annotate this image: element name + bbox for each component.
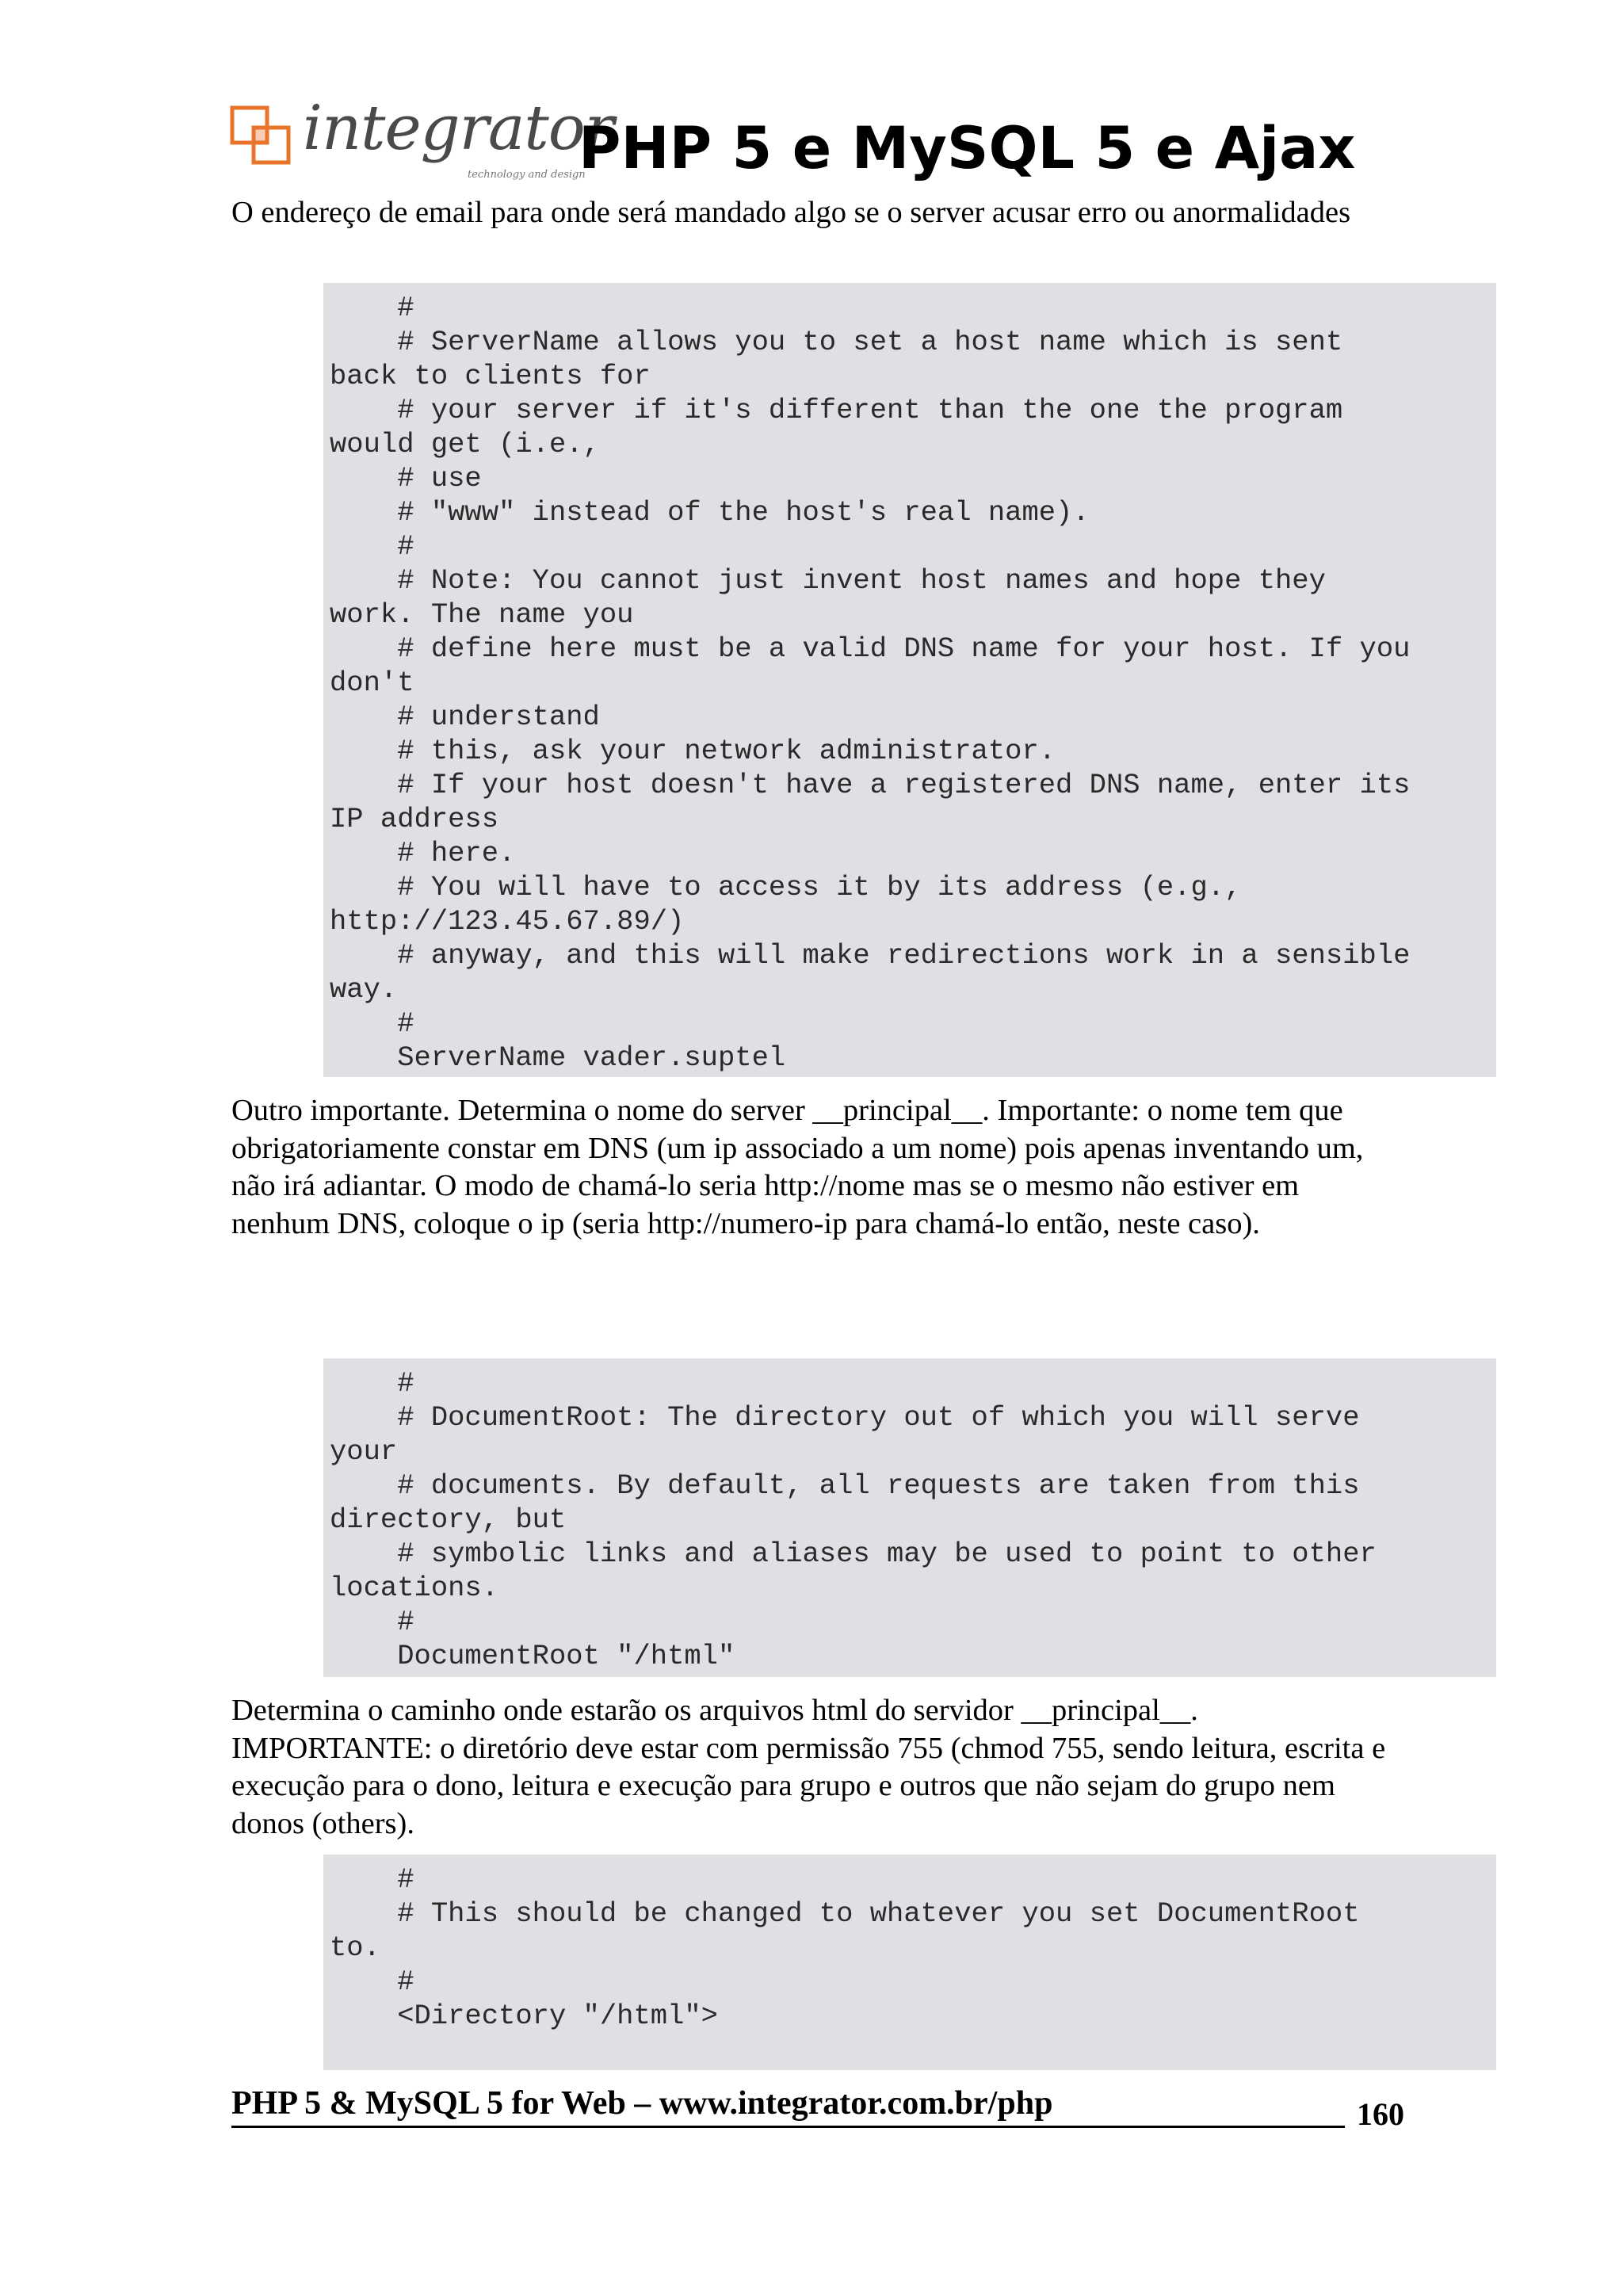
servername-explanation: [231, 1092, 1396, 1243]
integrator-logo: [230, 93, 613, 181]
page-number: 160: [1357, 2096, 1404, 2132]
logo-tagline: technology and design: [468, 169, 586, 181]
page-footer: [231, 2084, 1404, 2140]
intro-paragraph: [231, 194, 1396, 232]
code-block-documentroot: # # DocumentRoot: The directory out of which you will serve your # documents. By default, all requests are taken from this directory, but # symbolic links and aliases may be used to point to other locations. # DocumentRoot "/html": [323, 1358, 1496, 1677]
logo-wordmark: integrator: [303, 93, 613, 164]
book-title: PHP 5 e MySQL 5 e Ajax: [579, 115, 1356, 182]
paragraph-documentroot: Determina o caminho onde estarão os arquivos html do servidor __principal__. IMPORTANTE: o diretório deve estar com permissão 755 (chmod 755, sendo leitura, escrita e execução para o dono, leitura e execução para grupo e outros que não sejam do grupo nem donos (others).: [231, 1694, 1386, 1840]
code-block-directory: # # This should be changed to whatever you set DocumentRoot to. # <Directory "/html">: [323, 1855, 1496, 2070]
page-header: [230, 91, 1395, 190]
footer-text: PHP 5 & MySQL 5 for Web – www.integrator.com.br/php: [231, 2085, 1053, 2122]
logo-squares-icon: [230, 105, 293, 169]
intro-text: O endereço de email para onde será mandado algo se o server acusar erro ou anormalidades: [231, 196, 1351, 229]
paragraph-servername: Outro importante. Determina o nome do server __principal__. Importante: o nome tem que obrigatoriamente constar em DNS (um ip associado a um nome) pois apenas inventando um, não irá adiantar. O modo de chamá-lo seria http://nome mas se o mesmo não estiver em nenhum DNS, coloque o ip (seria http://numero-ip para chamá-lo então, neste caso).: [231, 1094, 1364, 1240]
code-block-servername: # # ServerName allows you to set a host name which is sent back to clients for # your server if it's different than the one the program would get (i.e., # use # "www" instead of the host's real name). # # Note: You cannot just invent host names and hope they work. The name you # define here must be a valid DNS name for your host. If you don't # understand # this, ask your network administrator. # If your host doesn't have a registered DNS name, enter its IP address # here. # You will have to access it by its address (e.g., http://123.45.67.89/) # anyway, and this will make redirections work in a sensible way. # ServerName vader.suptel: [323, 283, 1496, 1077]
footer-rule: [231, 2126, 1345, 2128]
documentroot-explanation: [231, 1692, 1396, 1843]
